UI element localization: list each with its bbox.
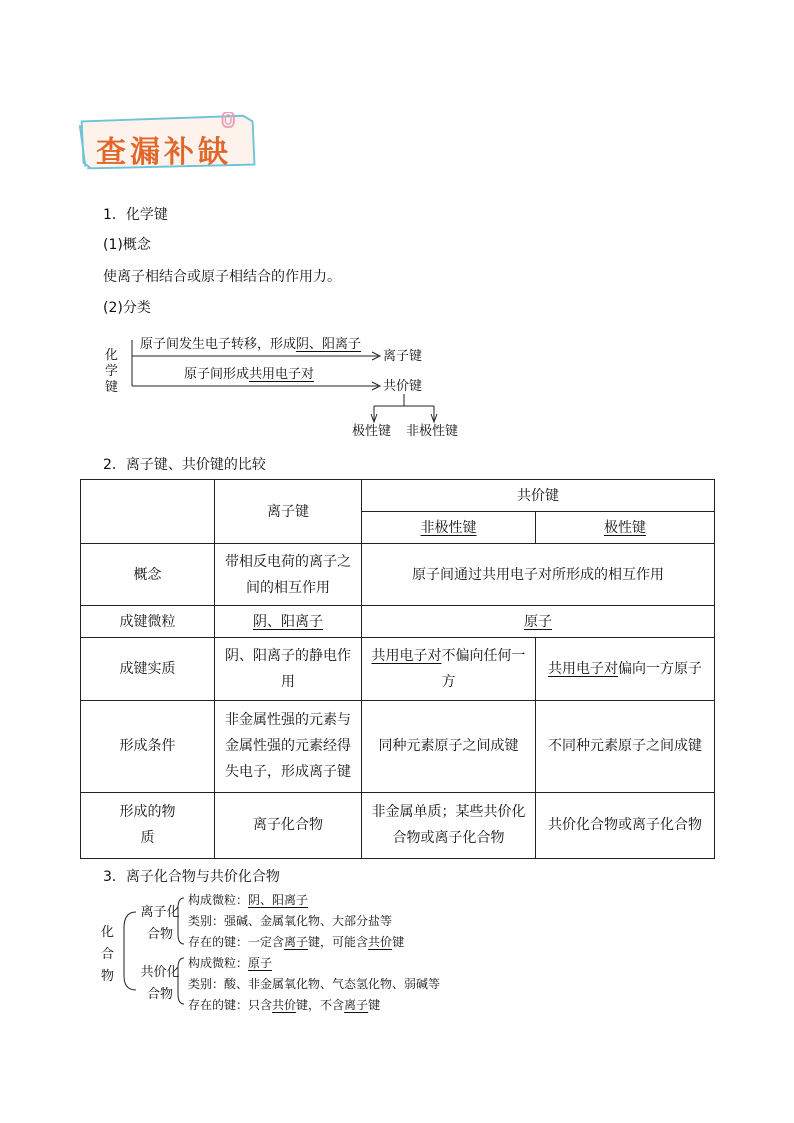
item-text: 键 [368,998,381,1012]
diagram2-ionic-label: 合物 [146,927,173,942]
diagram2-ionic-item [188,890,440,911]
table-cell: 非金属单质；某些共价化合物或离子化合物 [362,792,536,858]
table-row-label: 概念 [81,544,215,606]
diagram2-root-char: 化 [101,925,115,940]
diagram1-nonpolar: 非极性键 [406,424,459,439]
diagram1-branch1-text: 原子间发生电子转移，形成 [140,337,297,352]
diagram2-ionic-item [188,932,440,953]
table-cell: 共价化合物或离子化合物 [536,792,715,858]
diagram1-ionic-result: 离子键 [383,349,423,364]
section1-sub2: (2)分类 [103,300,151,316]
table-cell: 原子间通过共用电子对所形成的相互作用 [362,544,715,606]
diagram2-covalent-item [188,953,440,974]
table-cell [362,638,536,700]
diagram2-ionic-label: 离子化 [140,905,180,920]
section2-heading: 2．离子键、共价键的比较 [103,457,266,473]
diagram1-covalent-result: 共价键 [383,379,423,394]
table-row [81,792,715,858]
table-cell [536,638,715,700]
table-cell-underlined: 共用电子对 [548,660,618,677]
table-cell: 不同种元素原子之间成键 [536,700,715,792]
item-underlined: 离子 [344,998,369,1012]
item-underlined: 阴、阳离子 [248,893,309,907]
diagram2-root-char: 合 [101,947,115,962]
table-cell-text: 不偏向任何一方 [441,647,526,690]
table-row-label: 形成的物质 [81,792,215,858]
item-text: 键，不含 [296,998,345,1012]
table-row-label: 成键微粒 [81,606,215,638]
table-cell: 带相反电荷的离子之间的相互作用 [215,544,362,606]
section3-heading: 3．离子化合物与共价化合物 [103,869,280,885]
table-cell: 同种元素原子之间成键 [362,700,536,792]
diagram1-root-char: 化 [105,348,119,363]
diagram2-covalent-item [188,995,440,1016]
diagram1-root-char: 键 [105,380,119,395]
compound-classification-diagram [96,888,441,1018]
diagram2-ionic-item: 类别：强碱、金属氧化物、大部分盐等 [188,914,393,928]
table-row [81,544,715,606]
table-header-polar: 极性键 [604,519,646,536]
diagram1-branch2-text: 原子间形成 [184,367,250,382]
diagram2-covalent-label: 合物 [146,987,173,1002]
diagram2-covalent-label: 共价化 [140,965,180,980]
diagram2-root-char: 物 [101,969,115,984]
item-text: 键 [392,935,405,949]
table-header-covalent: 共价键 [362,480,715,512]
item-underlined: 原子 [248,956,273,970]
table-cell: 阴、阳离子 [253,613,323,630]
comparison-table [80,479,715,859]
section1-sub1: (1)概念 [103,237,151,253]
bond-classification-diagram [100,330,480,442]
item-underlined: 离子 [284,935,309,949]
table-corner-cell [81,480,215,544]
table-row [81,638,715,700]
item-text: 构成微粒： [188,893,249,907]
table-row-label: 成键实质 [81,638,215,700]
table-cell: 非金属性强的元素与金属性强的元素经得失电子，形成离子键 [215,700,362,792]
item-text: 存在的键：只含 [188,998,273,1012]
diagram1-polar: 极性键 [352,424,392,439]
item-underlined: 共价 [272,998,297,1012]
table-cell: 原子 [524,613,552,630]
item-text: 存在的键：一定含 [188,935,285,949]
diagram1-branch1-underlined: 阴、阳离子 [296,337,362,352]
banner-title: 查漏补缺 [96,135,232,170]
table-row-label: 形成条件 [81,700,215,792]
table-row [81,700,715,792]
table-cell: 阴、阳离子的静电作用 [215,638,362,700]
table-cell-underlined: 共用电子对 [371,647,442,664]
diagram2-covalent-item: 类别：酸、非金属氧化物、气态氢化物、弱碱等 [188,977,441,991]
item-text: 构成微粒： [188,956,249,970]
item-underlined: 共价 [368,935,393,949]
table-header-ionic: 离子键 [215,480,362,544]
table-cell: 离子化合物 [215,792,362,858]
table-row [81,606,715,638]
section1-concept: 使离子相结合或原子相结合的作用力。 [103,269,341,285]
diagram1-branch2-underlined: 共用电子对 [249,367,315,382]
table-row [81,480,715,512]
item-text: 键，可能含 [308,935,369,949]
table-header-nonpolar: 非极性键 [420,519,477,536]
table-cell-text: 偏向一方原子 [618,660,702,677]
section1-heading: 1．化学键 [103,207,168,223]
diagram1-root-char: 学 [105,364,119,379]
